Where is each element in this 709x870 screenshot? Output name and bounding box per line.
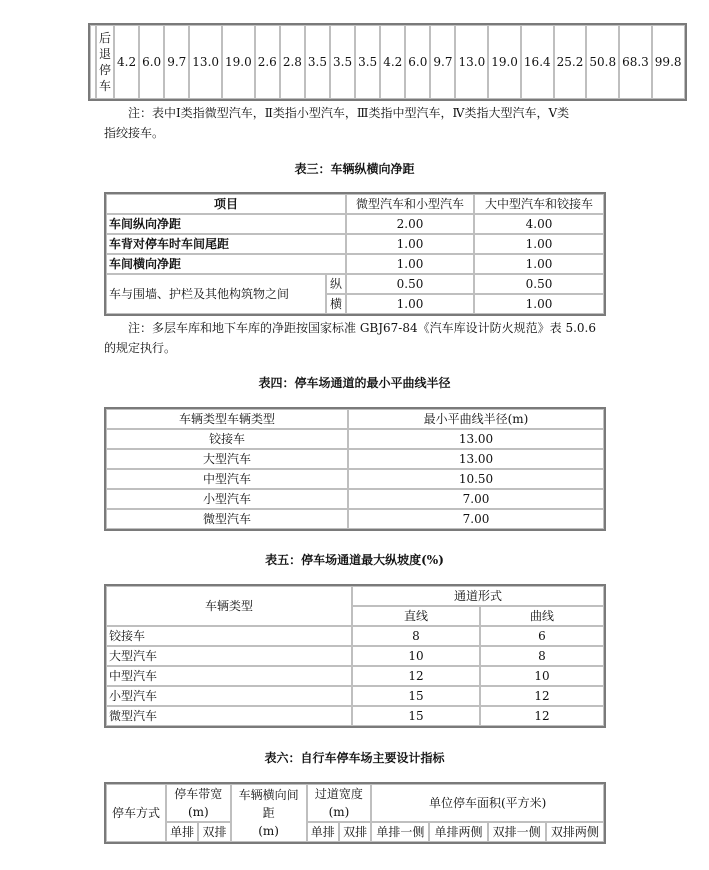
value-cell: 25.2: [554, 25, 587, 99]
value-cell: 10.50: [348, 469, 604, 489]
table-row: [90, 25, 685, 99]
table-row: [106, 822, 604, 842]
subheader-cell: 单排一侧: [371, 822, 429, 842]
row-label: 车间纵向净距: [106, 214, 346, 234]
value-cell: 2.00: [346, 214, 474, 234]
value-cell: 13.0: [455, 25, 488, 99]
subheader-cell: 单排两侧: [429, 822, 487, 842]
value-cell: 1.00: [474, 234, 604, 254]
value-cell: 4.2: [380, 25, 405, 99]
note-line: 注：表中Ⅰ类指微型汽车，Ⅱ类指小型汽车，Ⅲ类指中型汽车，Ⅳ类指大型汽车，Ⅴ类: [128, 106, 570, 120]
header-cell: 车辆类型: [106, 586, 352, 626]
value-cell: 4.2: [114, 25, 139, 99]
table-row: [106, 586, 604, 606]
value-cell: 99.8: [652, 25, 685, 99]
direction-cell: 横: [326, 294, 346, 314]
header-cell: 曲线: [480, 606, 604, 626]
header-cell: 微型汽车和小型汽车: [346, 194, 474, 214]
value-cell: 1.00: [346, 254, 474, 274]
value-cell: 12: [480, 686, 604, 706]
row-label: 车间横向净距: [106, 254, 346, 274]
value-cell: 15: [352, 686, 480, 706]
table6: [104, 782, 606, 844]
header-text: 停车带宽: [174, 787, 223, 801]
unit-text: (m): [187, 805, 209, 819]
table-row: [106, 626, 604, 646]
header-cell: 直线: [352, 606, 480, 626]
table-row: [106, 449, 604, 469]
table5: [104, 584, 606, 728]
value-cell: 13.00: [348, 449, 604, 469]
value-cell: 6: [480, 626, 604, 646]
value-cell: 1.00: [474, 254, 604, 274]
table4: [104, 407, 606, 531]
note-vehicle-classes: [104, 103, 614, 143]
vehicle-type: 小型汽车: [106, 686, 352, 706]
vehicle-type: 微型汽车: [106, 706, 352, 726]
header-cell: 大中型汽车和铰接车: [474, 194, 604, 214]
vehicle-type: 小型汽车: [106, 489, 348, 509]
table-row: [106, 254, 604, 274]
row-label: 后退停车: [96, 25, 114, 99]
header-cell: 车辆类型车辆类型: [106, 409, 348, 429]
value-cell: 3.5: [355, 25, 380, 99]
value-cell: 19.0: [488, 25, 521, 99]
value-cell: 7.00: [348, 489, 604, 509]
table-row: [106, 274, 604, 294]
value-cell: 9.7: [164, 25, 189, 99]
value-cell: 50.8: [586, 25, 619, 99]
value-cell: 2.6: [255, 25, 280, 99]
value-cell: 8: [480, 646, 604, 666]
value-cell: 6.0: [139, 25, 164, 99]
value-cell: 16.4: [521, 25, 554, 99]
value-cell: 10: [352, 646, 480, 666]
row-label: 车背对停车时车间尾距: [106, 234, 346, 254]
header-text: 过道宽度: [314, 787, 363, 801]
value-cell: 12: [352, 666, 480, 686]
unit-text: (m): [258, 824, 279, 838]
vehicle-type: 中型汽车: [106, 666, 352, 686]
note-line: 的规定执行。: [104, 341, 177, 355]
value-cell: 15: [352, 706, 480, 726]
table-row: [106, 429, 604, 449]
table-row: [106, 469, 604, 489]
subheader-cell: 双排两侧: [546, 822, 604, 842]
table-row: [106, 489, 604, 509]
table3: [104, 192, 606, 316]
row-label: 车与围墙、护栏及其他构筑物之间: [106, 274, 326, 314]
value-cell: 3.5: [330, 25, 355, 99]
table-row: [106, 214, 604, 234]
subheader-cell: 单排: [166, 822, 198, 842]
value-cell: 1.00: [474, 294, 604, 314]
table-row: [106, 686, 604, 706]
header-mode: 停车方式: [106, 784, 166, 842]
vehicle-type: 铰接车: [106, 626, 352, 646]
table-row: [106, 234, 604, 254]
value-cell: 1.00: [346, 234, 474, 254]
value-cell: 12: [480, 706, 604, 726]
table-row: [106, 646, 604, 666]
value-cell: 13.0: [189, 25, 222, 99]
subheader-cell: 双排一侧: [488, 822, 546, 842]
header-cell: 最小平曲线半径(m): [348, 409, 604, 429]
value-cell: 2.8: [280, 25, 305, 99]
value-cell: 1.00: [346, 294, 474, 314]
vehicle-type: 大型汽车: [106, 449, 348, 469]
value-cell: 0.50: [474, 274, 604, 294]
table-row: [106, 509, 604, 529]
table5-caption: 表五：停车场通道最大纵坡度(%): [265, 553, 444, 567]
unit-text: (m): [328, 805, 350, 819]
note-line: 注：多层车库和地下车库的净距按国家标准 GBJ67-84《汽车库设计防火规范》表 5.0.6: [128, 321, 596, 335]
table-row: [106, 409, 604, 429]
value-cell: 0.50: [346, 274, 474, 294]
vehicle-type: 大型汽车: [106, 646, 352, 666]
note-line: 指绞接车。: [104, 126, 165, 140]
value-cell: 8: [352, 626, 480, 646]
subheader-cell: 双排: [339, 822, 371, 842]
header-cell: 项目: [106, 194, 346, 214]
header-band-width: [166, 784, 231, 822]
table-row: [106, 666, 604, 686]
table-row: [106, 194, 604, 214]
value-cell: 68.3: [619, 25, 652, 99]
subheader-cell: 单排: [307, 822, 339, 842]
table4-caption: 表四：停车场通道的最小平曲线半径: [258, 376, 451, 390]
table3-caption: 表三：车辆纵横向净距: [294, 162, 415, 176]
header-area: 单位停车面积(平方米): [371, 784, 604, 822]
direction-cell: 纵: [326, 274, 346, 294]
value-cell: 7.00: [348, 509, 604, 529]
table-row: [106, 706, 604, 726]
parking-table-partial: [88, 23, 687, 101]
header-spacing: [231, 784, 307, 842]
vehicle-type: 中型汽车: [106, 469, 348, 489]
value-cell: 9.7: [430, 25, 455, 99]
value-cell: 6.0: [405, 25, 430, 99]
vehicle-type: 铰接车: [106, 429, 348, 449]
note-clearance-standard: [104, 318, 614, 358]
vehicle-type: 微型汽车: [106, 509, 348, 529]
value-cell: 19.0: [222, 25, 255, 99]
table6-caption: 表六：自行车停车场主要设计指标: [264, 751, 445, 765]
header-aisle: [307, 784, 372, 822]
header-text: 车辆横向间距: [238, 788, 299, 820]
value-cell: 10: [480, 666, 604, 686]
value-cell: 3.5: [305, 25, 330, 99]
subheader-cell: 双排: [198, 822, 230, 842]
value-cell: 13.00: [348, 429, 604, 449]
header-cell: 通道形式: [352, 586, 604, 606]
table-row: [106, 784, 604, 822]
value-cell: 4.00: [474, 214, 604, 234]
